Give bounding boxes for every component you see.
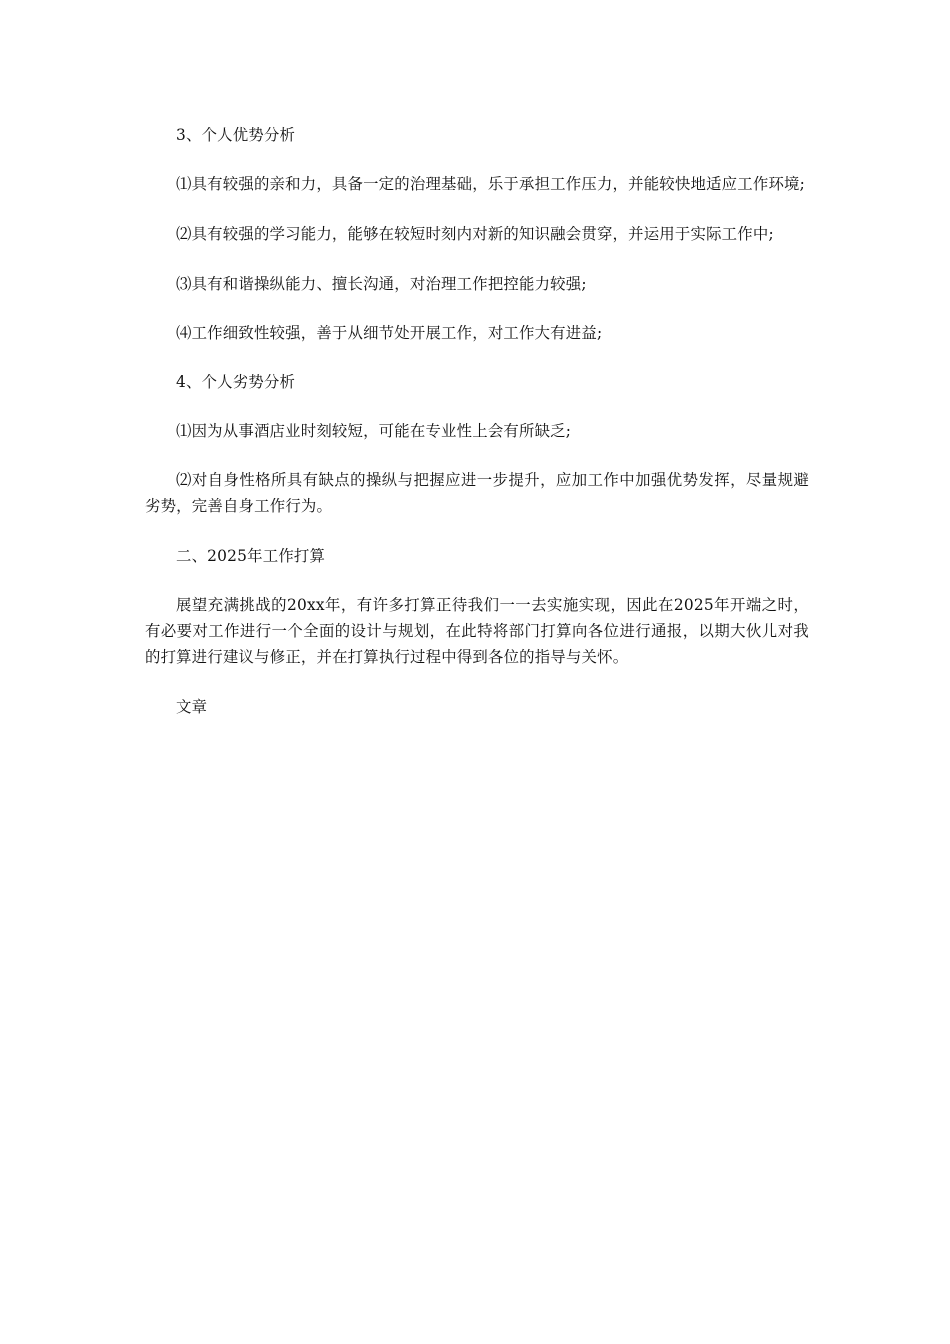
weakness-item-2: ⑵对自身性格所具有缺点的操纵与把握应进一步提升，应加工作中加强优势发挥，尽量规避劣势，完善自身工作行为。 <box>145 471 809 515</box>
weakness-item-1: ⑴因为从事酒店业时刻较短，可能在专业性上会有所缺乏; <box>176 422 572 440</box>
trailing-text: 文章 <box>176 698 208 716</box>
section-heading-work-plan: 二、2025年工作打算 <box>176 547 326 565</box>
strength-item-1: ⑴具有较强的亲和力，具备一定的治理基础，乐于承担工作压力，并能较快地适应工作环境; <box>176 175 806 193</box>
strength-item-2: ⑵具有较强的学习能力，能够在较短时刻内对新的知识融会贯穿，并运用于实际工作中; <box>176 225 774 243</box>
strength-item-3: ⑶具有和谐操纵能力、擅长沟通，对治理工作把控能力较强; <box>176 275 587 293</box>
strength-item-4: ⑷工作细致性较强，善于从细节处开展工作，对工作大有进益; <box>176 324 603 342</box>
section-heading-weaknesses: 4、个人劣势分析 <box>176 373 296 391</box>
work-plan-paragraph: 展望充满挑战的20xx年，有许多打算正待我们一一去实施实现，因此在2025年开端之时，有必要对工作进行一个全面的设计与规划，在此特将部门打算向各位进行通报，以期大伙儿对我的打算进行建议与修正，并在打算执行过程中得到各位的指导与关怀。 <box>145 596 809 666</box>
section-heading-strengths: 3、个人优势分析 <box>176 126 296 144</box>
document-body <box>145 122 809 743</box>
